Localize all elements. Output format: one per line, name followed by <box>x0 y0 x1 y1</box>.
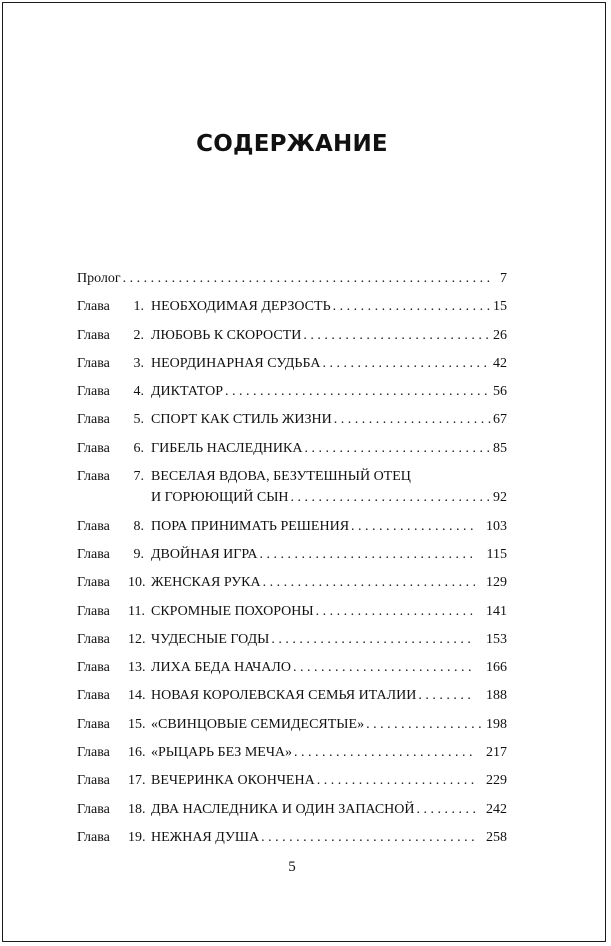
toc-entry-page: 15 <box>493 299 507 315</box>
toc-entry-page: 242 <box>486 801 507 817</box>
chapter-label: Глава <box>77 603 110 619</box>
chapter-label: Глава <box>77 327 110 343</box>
chapter-label: Глава <box>77 745 110 761</box>
toc-entry-title: ДВА НАСЛЕДНИКА И ОДИН ЗАПАСНОЙ <box>151 801 415 817</box>
chapter-number: 11. <box>128 603 145 619</box>
chapter-number: 19. <box>128 829 146 845</box>
chapter-number: 7. <box>133 469 144 485</box>
dot-leader <box>259 545 475 565</box>
dot-leader <box>304 439 491 459</box>
toc-entry-title: ВЕСЕЛАЯ ВДОВА, БЕЗУТЕШНЫЙ ОТЕЦ <box>151 469 411 485</box>
toc-entry-title: НОВАЯ КОРОЛЕВСКАЯ СЕМЬЯ ИТАЛИИ <box>151 688 417 704</box>
toc-entry-chapter <box>77 800 507 820</box>
chapter-number: 15. <box>128 716 146 732</box>
chapter-number: 12. <box>128 631 146 647</box>
chapter-label: Глава <box>77 829 110 845</box>
chapter-number: 8. <box>133 518 144 534</box>
toc-entry-chapter <box>77 715 507 735</box>
dot-leader <box>225 382 491 402</box>
toc-entry-chapter <box>77 771 507 791</box>
toc-entry-page: 229 <box>486 773 507 789</box>
dot-leader <box>366 715 484 735</box>
toc-entry-title: Пролог <box>77 271 121 286</box>
toc-entry-title: ЧУДЕСНЫЕ ГОДЫ <box>151 631 270 647</box>
chapter-number: 14. <box>128 688 146 704</box>
toc-entry-title: «РЫЦАРЬ БЕЗ МЕЧА» <box>151 745 293 761</box>
dot-leader <box>263 573 475 593</box>
toc-entry-title-cont: И ГОРЮЮЩИЙ СЫН <box>151 490 289 506</box>
toc-entry-page: 129 <box>486 575 507 591</box>
toc-entry-chapter <box>77 439 507 459</box>
toc-entry-chapter <box>77 602 507 622</box>
toc-entry-title: ПОРА ПРИНИМАТЬ РЕШЕНИЯ <box>151 518 350 534</box>
chapter-number: 17. <box>128 773 146 789</box>
chapter-number: 9. <box>133 546 144 562</box>
toc-entry-continuation <box>77 488 507 508</box>
toc-entry-title: СПОРТ КАК СТИЛЬ ЖИЗНИ <box>151 412 332 428</box>
chapter-label: Глава <box>77 518 110 534</box>
dot-leader <box>334 410 491 430</box>
toc-entry-chapter <box>77 828 507 848</box>
table-of-contents <box>77 269 507 856</box>
chapter-number: 1. <box>133 299 144 315</box>
toc-entry-title: ЛЮБОВЬ К СКОРОСТИ <box>151 327 302 343</box>
toc-entry-page: 67 <box>493 412 507 428</box>
dot-leader <box>291 488 491 508</box>
chapter-list <box>77 297 507 848</box>
dot-leader <box>293 658 475 678</box>
chapter-label: Глава <box>77 631 110 647</box>
toc-entry-chapter <box>77 410 507 430</box>
chapter-label: Глава <box>77 440 110 456</box>
dot-leader <box>322 354 491 374</box>
toc-entry-page: 115 <box>486 546 507 562</box>
toc-entry-chapter <box>77 545 507 565</box>
toc-entry-title: НЕОБХОДИМАЯ ДЕРЗОСТЬ <box>151 299 331 315</box>
toc-entry-page: 103 <box>486 518 507 534</box>
toc-entry-title: ГИБЕЛЬ НАСЛЕДНИКА <box>151 440 303 456</box>
toc-entry-title: НЕОРДИНАРНАЯ СУДЬБА <box>151 355 321 371</box>
toc-entry-page: 188 <box>486 688 507 704</box>
dot-leader <box>303 326 491 346</box>
dot-leader <box>261 828 475 848</box>
toc-entry-chapter <box>77 630 507 650</box>
page-number: 5 <box>288 859 296 875</box>
toc-entry-chapter <box>77 354 507 374</box>
chapter-label: Глава <box>77 355 110 371</box>
chapter-label: Глава <box>77 716 110 732</box>
dot-leader <box>417 800 475 820</box>
toc-entry-title: СКРОМНЫЕ ПОХОРОНЫ <box>151 603 314 619</box>
chapter-label: Глава <box>77 660 110 676</box>
toc-entry-title: ДИКТАТОР <box>151 384 223 400</box>
toc-entry-page: 153 <box>486 631 507 647</box>
toc-entry-title: ЖЕНСКАЯ РУКА <box>151 575 261 591</box>
chapter-label: Глава <box>77 412 110 428</box>
chapter-number: 16. <box>128 745 146 761</box>
toc-entry-chapter <box>77 467 507 487</box>
chapter-label: Глава <box>77 575 110 591</box>
toc-entry-page: 198 <box>486 716 507 732</box>
chapter-label: Глава <box>77 546 110 562</box>
chapter-number: 13. <box>128 660 146 676</box>
toc-entry-page: 7 <box>500 271 507 286</box>
dot-leader <box>317 771 475 791</box>
dot-leader <box>351 517 475 537</box>
toc-entry-chapter <box>77 743 507 763</box>
chapter-number: 6. <box>133 440 144 456</box>
dot-leader <box>316 602 475 622</box>
toc-entry-chapter <box>77 382 507 402</box>
chapter-label: Глава <box>77 688 110 704</box>
toc-entry-chapter <box>77 297 507 317</box>
page-title: СОДЕРЖАНИЕ <box>196 131 388 157</box>
toc-entry-chapter <box>77 517 507 537</box>
toc-entry-page: 85 <box>493 440 507 456</box>
toc-entry-chapter <box>77 686 507 706</box>
toc-entry-title: ДВОЙНАЯ ИГРА <box>151 546 258 562</box>
chapter-number: 5. <box>133 412 144 428</box>
toc-entry-title: ВЕЧЕРИНКА ОКОНЧЕНА <box>151 773 315 789</box>
toc-entry-page: 258 <box>486 829 507 845</box>
toc-entry-page: 42 <box>493 355 507 371</box>
dot-leader <box>333 297 491 317</box>
chapter-label: Глава <box>77 773 110 789</box>
toc-entry-chapter <box>77 573 507 593</box>
chapter-label: Глава <box>77 299 110 315</box>
chapter-number: 4. <box>133 384 144 400</box>
chapter-number: 10. <box>128 575 146 591</box>
book-page <box>2 2 606 942</box>
chapter-number: 3. <box>133 355 144 371</box>
chapter-label: Глава <box>77 801 110 817</box>
toc-entry-page: 26 <box>493 327 507 343</box>
chapter-label: Глава <box>77 384 110 400</box>
chapter-label: Глава <box>77 469 110 485</box>
dot-leader <box>271 630 475 650</box>
chapter-number: 18. <box>128 801 146 817</box>
toc-entry-prologue <box>77 269 507 289</box>
toc-entry-page: 141 <box>486 603 507 619</box>
toc-entry-title: НЕЖНАЯ ДУША <box>151 829 260 845</box>
toc-entry-title: «СВИНЦОВЫЕ СЕМИДЕСЯТЫЕ» <box>151 716 365 732</box>
toc-entry-chapter <box>77 326 507 346</box>
dot-leader <box>418 686 475 706</box>
toc-entry-chapter <box>77 658 507 678</box>
toc-entry-title: ЛИХА БЕДА НАЧАЛО <box>151 660 291 676</box>
toc-entry-page: 217 <box>486 745 507 761</box>
toc-entry-page: 92 <box>493 490 507 506</box>
toc-entry-page: 56 <box>493 384 507 400</box>
toc-entry-page: 166 <box>486 660 507 676</box>
dot-leader <box>294 743 475 763</box>
dot-leader <box>123 269 491 289</box>
chapter-number: 2. <box>133 327 144 343</box>
